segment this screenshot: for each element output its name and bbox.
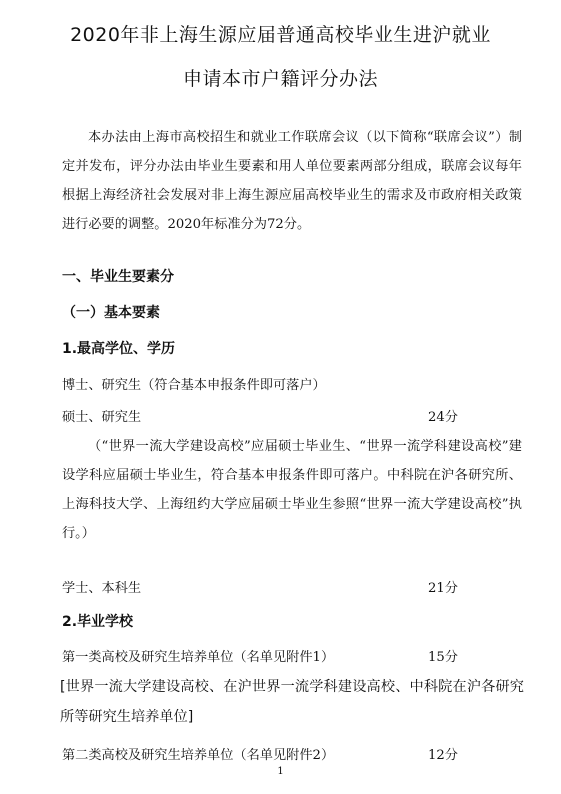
master-label: 硕士、研究生 [62,410,142,425]
master-score: 24分 [428,410,458,425]
class2-score: 12分 [428,748,458,763]
item-heading-school: 2.毕业学校 [62,614,134,630]
intro-paragraph: 本办法由上海市高校招生和就业工作联席会议（以下简称“联席会议”）制定并发布，评分办法由毕业生要素和用人单位要素两部分组成，联席会议每年根据上海经济社会发展对非上海生源应届高校毕业生的需求及市政府相关政策进行必要的调整。2020年标准分为72分。 [62,130,522,232]
class1-score: 15分 [428,650,458,665]
class1-note-paragraph: [世界一流大学建设高校、在沪世界一流学科建设高校、中科院在沪各研究所等研究生培养单位] [60,679,524,725]
class2-label: 第二类高校及研究生培养单位（名单见附件2） [62,748,335,763]
class1-label: 第一类高校及研究生培养单位（名单见附件1） [62,650,335,665]
section-heading-graduate-factors: 一、毕业生要素分 [62,269,174,285]
master-note-paragraph: （“世界一流大学建设高校”应届硕士毕业生、“世界一流学科建设高校”建设学科应届硕士毕业生，符合基本申报条件即可落户。中科院在沪各研究所、上海科技大学、上海纽约大学应届硕士毕业生参照“世界一流大学建设高校”执行。） [62,439,522,541]
bachelor-label: 学士、本科生 [62,581,142,596]
bachelor-score: 21分 [428,581,458,596]
doctor-line: 博士、研究生（符合基本申报条件即可落户） [62,378,326,393]
document-title-line-1: 2020年非上海生源应届普通高校毕业生进沪就业 [70,24,491,46]
page-number: 1 [277,766,284,777]
item-heading-degree: 1.最高学位、学历 [62,341,176,357]
document-title-line-2: 申请本市户籍评分办法 [182,68,378,90]
subsection-heading-basic-factors: （一）基本要素 [62,305,160,321]
